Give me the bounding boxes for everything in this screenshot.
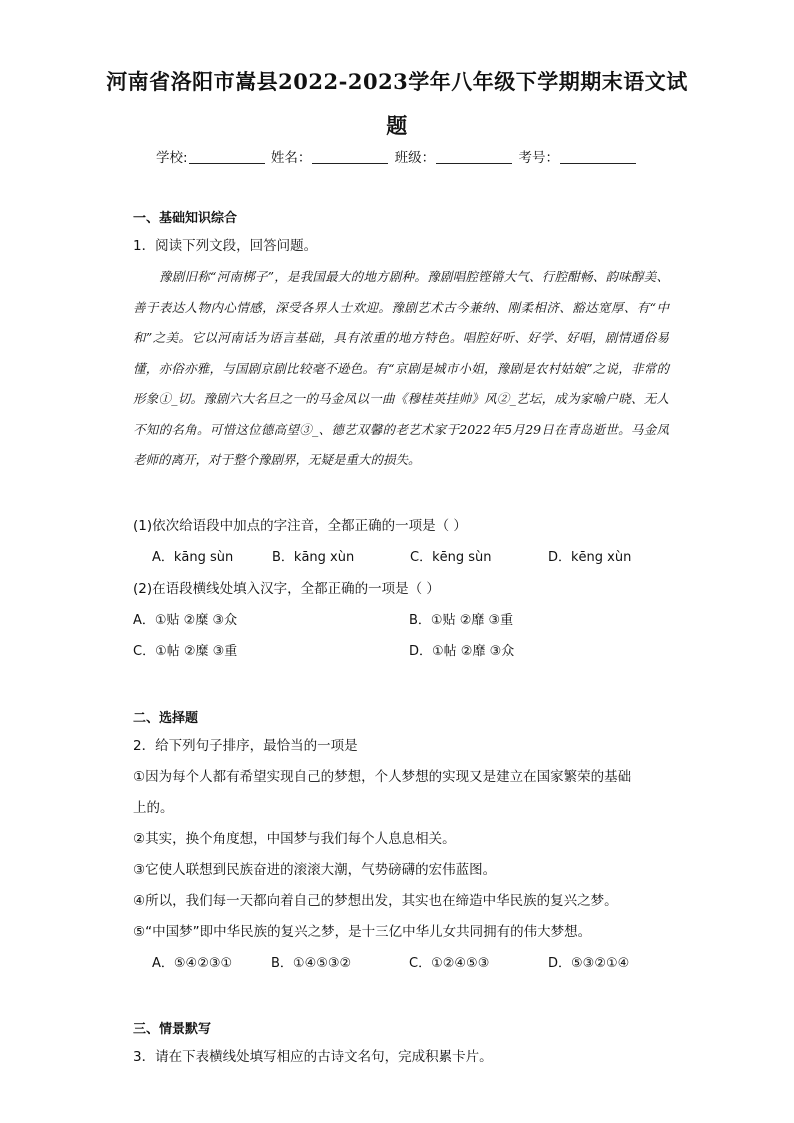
exam-no-label: 考号：	[518, 150, 559, 166]
sub-question: (1)依次给语段中加点的字注音，全都正确的一项是（ ）	[133, 518, 467, 534]
option-d[interactable]: D．⑤③②①④	[548, 956, 630, 971]
class-blank	[436, 149, 512, 164]
option-c[interactable]: C．①帖 ②糜 ③重	[133, 644, 238, 659]
exam-title-line2: 题	[386, 113, 408, 138]
name-blank	[312, 149, 388, 164]
option-d[interactable]: D．kēng xùn	[548, 550, 632, 565]
sentence-item: ④所以，我们每一天都向着自己的梦想出发，其实也在缔造中华民族的复兴之梦。	[133, 893, 618, 909]
option-b[interactable]: B．①④⑤③②	[271, 956, 352, 971]
reading-passage	[133, 262, 669, 476]
sentence-item: ①因为每个人都有希望实现自己的梦想，个人梦想的实现又是建立在国家繁荣的基础	[133, 769, 632, 785]
option-c[interactable]: C．kēng sùn	[410, 550, 492, 565]
section-heading: 二、选择题	[133, 711, 199, 726]
question-stem: 1．阅读下列文段，回答问题。	[133, 238, 318, 254]
option-d[interactable]: D．①帖 ②靡 ③众	[409, 644, 515, 659]
school-blank	[189, 149, 265, 164]
sentence-item: ⑤“中国梦”即中华民族的复兴之梦，是十三亿中华儿女共同拥有的伟大梦想。	[133, 924, 592, 940]
question-stem: 2．给下列句子排序，最恰当的一项是	[133, 738, 358, 754]
student-info-row	[0, 146, 794, 166]
option-a[interactable]: A．kāng sùn	[152, 550, 234, 565]
exam-no-blank	[560, 149, 636, 164]
option-c[interactable]: C．①②④⑤③	[409, 956, 490, 971]
option-b[interactable]: B．kāng xùn	[272, 550, 355, 565]
sentence-item: 上的。	[133, 800, 174, 816]
sentence-item: ②其实，换个角度想，中国梦与我们每个人息息相关。	[133, 831, 456, 847]
school-label: 学校:	[156, 150, 188, 166]
passage-paragraph: 豫剧旧称“河南梆子”，是我国最大的地方剧种。豫剧唱腔铿锵大气、行腔酣畅、韵味醇美、善于表达人物内心情感，深受各界人士欢迎。豫剧艺术古今兼纳、刚柔相济、豁达宽厚、有“中和”之美。它以河南话为语言基础，具有浓重的地方特色。唱腔好听、好学、好唱，剧情通俗易懂，亦俗亦雅，与国剧京剧比较毫不逊色。有“京剧是城市小姐，豫剧是农村姑娘”之说，非常的形象①_切。豫剧六大名旦之一的马金凤以一曲《穆桂英挂帅》风②_艺坛，成为家喻户晓、无人不知的名角。可惜这位德高望③_、德艺双馨的老艺术家于2022年5月29日在青岛逝世。马金凤老师的离开，对于整个豫剧界，无疑是重大的损失。	[133, 269, 669, 467]
section-heading: 一、基础知识综合	[133, 211, 238, 226]
question-stem: 3．请在下表横线处填写相应的古诗文名句，完成积累卡片。	[133, 1049, 493, 1065]
sub-question: (2)在语段横线处填入汉字，全都正确的一项是（ ）	[133, 581, 440, 597]
class-label: 班级：	[394, 150, 436, 166]
option-a[interactable]: A．⑤④②③①	[152, 956, 233, 971]
option-a[interactable]: A．①贴 ②糜 ③众	[133, 613, 238, 628]
exam-title-line1: 河南省洛阳市嵩县2022-2023学年八年级下学期期末语文试	[106, 69, 688, 94]
name-label: 姓名：	[270, 150, 312, 166]
option-b[interactable]: B．①贴 ②靡 ③重	[409, 613, 514, 628]
section-heading: 三、情景默写	[133, 1022, 212, 1037]
sentence-item: ③它使人联想到民族奋进的滚滚大潮，气势磅礴的宏伟蓝图。	[133, 862, 497, 878]
